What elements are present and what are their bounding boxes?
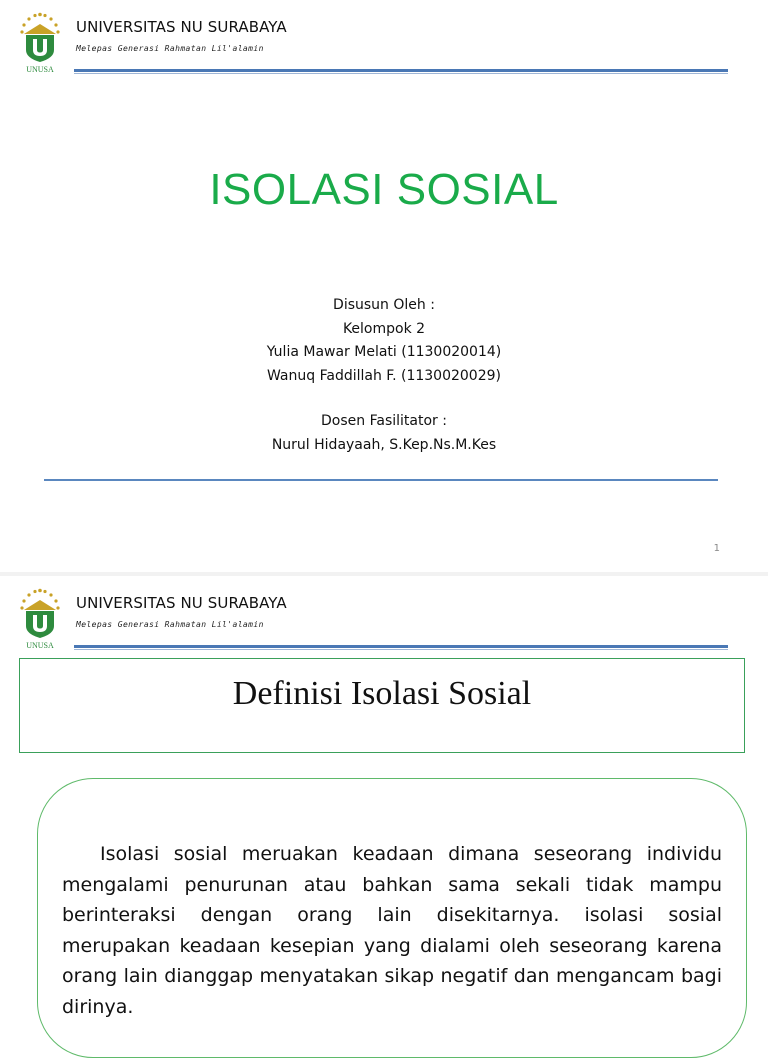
unusa-logo [14,588,66,650]
slide-2 [0,576,768,1024]
credits-spacer [0,388,768,410]
university-name: UNIVERSITAS NU SURABAYA [76,18,287,36]
header-rule-thin [74,73,728,74]
university-name: UNIVERSITAS NU SURABAYA [76,594,287,612]
header-rule [74,69,728,72]
unusa-logo [14,12,66,74]
definition-body: Isolasi sosial meruakan keadaan dimana seseorang individu mengalami penurunan atau bahkan sama sekali tidak mampu berinteraksi dengan orang lain disekitarnya. isolasi sosial merupakan keadaan kesepian yang dialami oleh seseorang karena orang lain dianggap menyatakan sikap negatif dan mengancam bagi dirinya. [62,843,722,1018]
definition-title: Definisi Isolasi Sosial [232,675,532,712]
definition-title-box [19,658,745,753]
credits-block [0,294,768,457]
slide-header [0,576,768,656]
credit-line: Dosen Fasilitator : [321,413,447,429]
slide-header [0,0,768,80]
credit-line: Nurul Hidayaah, S.Kep.Ns.M.Kes [271,436,497,453]
credit-line: Kelompok 2 [342,320,426,337]
university-tagline: Melepas Generasi Rahmatan Lil'alamin [76,44,264,53]
credit-line: Disusun Oleh : [333,297,435,313]
credit-line: Yulia Mawar Melati (1130020014) [266,344,502,360]
definition-content-box [37,778,747,1058]
logo-text: UNUSA [26,65,54,74]
header-rule [74,645,728,648]
university-tagline: Melepas Generasi Rahmatan Lil'alamin [76,620,264,629]
page-number: 1 [713,543,720,554]
header-rule-thin [74,649,728,650]
logo-text: UNUSA [26,641,54,650]
slide-title: ISOLASI SOSIAL [209,165,559,214]
credit-line: Wanuq Faddillah F. (1130020029) [266,367,501,384]
footer-rule [44,479,718,481]
